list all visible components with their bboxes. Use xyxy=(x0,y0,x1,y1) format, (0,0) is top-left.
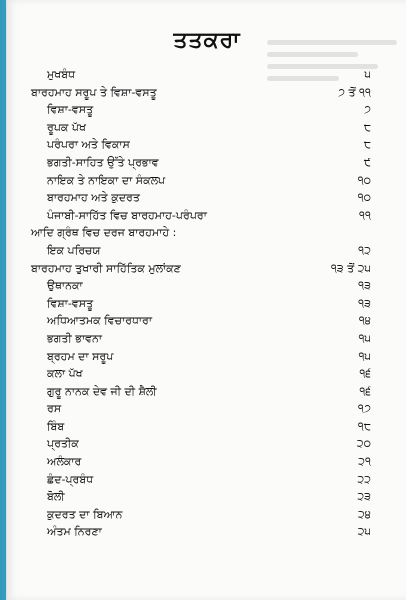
toc-entry-label: ਵਿਸ਼ਾ-ਵਸਤੂ xyxy=(47,296,94,310)
toc-entry-label: ਅਲੰਕਾਰ xyxy=(47,455,82,469)
toc-entry-label: ਅਧਿਆਤਮਕ ਵਿਚਾਰਧਾਰਾ xyxy=(47,314,153,328)
toc-entry-page-number: ੨੦ xyxy=(356,437,371,451)
toc-entry-label: ਭਗਤੀ ਭਾਵਨਾ xyxy=(47,331,103,345)
toc-entry xyxy=(31,66,371,84)
toc-entry-label: ਉਥਾਨਕਾ xyxy=(47,279,83,293)
toc-entry-page-number: ੫ xyxy=(364,68,371,81)
toc-entry-label: ਬਾਰਹਮਾਹ ਸਰੂਪ ਤੇ ਵਿਸ਼ਾ-ਵਸਤੂ xyxy=(31,85,157,99)
toc-entry xyxy=(31,418,371,436)
toc-entry-label: ਪਰੰਪਰਾ ਅਤੇ ਵਿਕਾਸ xyxy=(47,138,130,152)
toc-entry-page-number: ੧੨ xyxy=(358,243,371,257)
toc-entry-page-number: ੨੩ xyxy=(357,490,371,504)
toc-entry xyxy=(31,277,371,295)
book-page xyxy=(6,0,406,600)
toc-entry-page-number: ੭ ਤੋਂ ੧੧ xyxy=(337,85,371,99)
toc-entry-page-number: ੧੪ xyxy=(358,314,371,328)
toc-entry-label: ਭਗਤੀ-ਸਾਹਿਤ ਉੱਤੇ ਪ੍ਰਭਾਵ xyxy=(47,155,159,169)
toc-entry xyxy=(31,435,371,453)
toc-entry-page-number: ੧੩ xyxy=(358,279,371,293)
toc-entry-page-number: ੧੩ ਤੋਂ ੨੫ xyxy=(330,261,371,275)
toc-entry-page-number: ੧੫ xyxy=(358,331,371,345)
toc-entry-label: ਬੋਲੀ xyxy=(47,490,65,504)
toc-entry-label: ਪ੍ਰਤੀਕ xyxy=(47,437,79,451)
toc-entry-label: ਨਾਇਕ ਤੇ ਨਾਇਕਾ ਦਾ ਸੰਕਲਪ xyxy=(47,173,166,187)
toc-entry-page-number: ੧੭ xyxy=(357,402,371,416)
toc-entry-page-number: ੮ xyxy=(363,138,371,152)
toc-entry-page-number: ੧੧ xyxy=(359,208,371,222)
toc-entry xyxy=(31,101,371,119)
toc-entry xyxy=(31,330,371,348)
toc-entry-label: ਕੁਦਰਤ ਦਾ ਬਿਆਨ xyxy=(47,507,123,521)
toc-entry-label: ਕਲਾ ਪੱਖ xyxy=(47,367,83,381)
toc-entry xyxy=(31,523,371,541)
toc-entry-label: ਬਾਰਹਮਾਹ ਤੁਖਾਰੀ ਸਾਹਿੱਤਿਕ ਮੁਲਾਂਕਣ xyxy=(31,261,181,275)
toc-entry-page-number: ੨੪ xyxy=(357,507,371,521)
toc-entry-page-number: ੧੦ xyxy=(357,191,371,205)
toc-entry-label: ਬਿੰਬ xyxy=(47,419,65,433)
toc-entry-label: ਅੰਤਮ ਨਿਰਣਾ xyxy=(47,525,102,539)
toc-entry-label: ਰੂਪਕ ਪੱਖ xyxy=(47,120,86,134)
toc-entry-page-number: ੧੬ xyxy=(359,367,371,381)
toc-entry-label: ਬ੍ਰਹਮ ਦਾ ਸਰੂਪ xyxy=(47,349,114,363)
toc-entry xyxy=(31,207,371,225)
toc-entry-page-number: ੭ xyxy=(363,103,371,117)
toc-entry xyxy=(31,400,371,418)
toc-entry xyxy=(31,453,371,471)
toc-entry-label: ਮੁਖਬੰਧ xyxy=(47,68,76,81)
toc-entry xyxy=(31,242,371,260)
toc-entry-page-number: ੨੫ xyxy=(357,525,371,539)
toc-entry xyxy=(31,154,371,172)
toc-entry-page-number: ੧੮ xyxy=(357,419,371,433)
toc-entry xyxy=(31,224,371,242)
table-of-contents xyxy=(31,66,371,541)
toc-entry xyxy=(31,506,371,524)
toc-entry-label: ਵਿਸ਼ਾ-ਵਸਤੂ xyxy=(47,103,94,117)
toc-entry-page-number: ੧੬ xyxy=(359,384,371,398)
toc-entry-page-number: ੯ xyxy=(363,155,371,169)
toc-entry xyxy=(31,295,371,313)
toc-entry-page-number: ੧੫ xyxy=(358,349,371,363)
toc-entry-page-number: ੮ xyxy=(363,120,371,134)
toc-entry-page-number: ੨੨ xyxy=(357,472,371,486)
toc-entry xyxy=(31,136,371,154)
toc-entry xyxy=(31,312,371,330)
toc-entry xyxy=(31,260,371,278)
toc-entry xyxy=(31,84,371,102)
toc-entry xyxy=(31,348,371,366)
page-title: ਤਤਕਰਾ xyxy=(173,28,241,53)
toc-entry xyxy=(31,172,371,190)
toc-entry xyxy=(31,488,371,506)
toc-entry xyxy=(31,119,371,137)
toc-entry-label: ਪੰਜਾਬੀ-ਸਾਹਿੱਤ ਵਿਚ ਬਾਰਹਮਾਹ-ਪਰੰਪਰਾ xyxy=(47,208,207,222)
toc-entry-page-number: ੨੧ xyxy=(358,455,371,469)
toc-entry xyxy=(31,383,371,401)
toc-entry-label: ਆਦਿ ਗ੍ਰੰਥ ਵਿਚ ਦਰਜ ਬਾਰਹਮਾਹੇ : xyxy=(31,226,177,240)
toc-entry xyxy=(31,471,371,489)
toc-entry-label: ਰਸ xyxy=(47,402,62,416)
toc-entry-label: ਗੁਰੂ ਨਾਨਕ ਦੇਵ ਜੀ ਦੀ ਸ਼ੈਲੀ xyxy=(47,384,157,398)
toc-entry xyxy=(31,365,371,383)
toc-entry-label: ਬਾਰਹਮਾਹ ਅਤੇ ਕੁਦਰਤ xyxy=(47,191,140,205)
toc-entry-label: ਛੰਦ-ਪ੍ਰਬੰਧ xyxy=(47,472,94,486)
toc-entry-label: ਇਕ ਪਰਿਚਯ xyxy=(47,243,101,257)
toc-entry-page-number: ੧੩ xyxy=(358,296,371,310)
toc-entry-page-number: ੧੦ xyxy=(357,173,371,187)
toc-entry xyxy=(31,189,371,207)
